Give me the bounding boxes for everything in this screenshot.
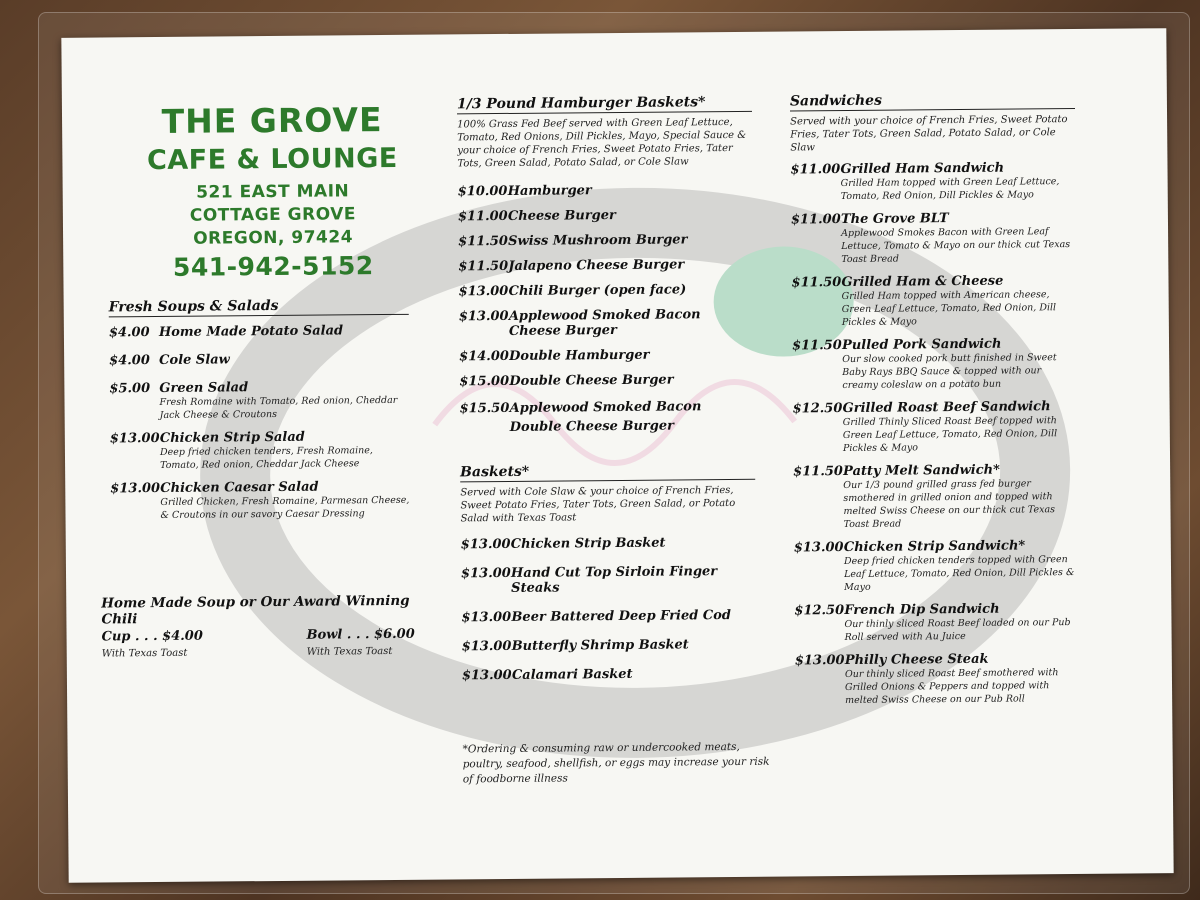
item-description: Our 1/3 pound grilled grass fed burger smothered in grilled onion and topped with melted Swiss Cheese on our thick cut Texas Toast Bread bbox=[843, 478, 1056, 531]
menu-item bbox=[459, 372, 754, 390]
menu-item bbox=[461, 535, 756, 553]
item-name: Chili Burger (open face) bbox=[508, 282, 687, 299]
cup-price: Cup . . . $4.00 bbox=[101, 628, 203, 645]
menu-item bbox=[790, 160, 1075, 203]
item-price: $13.00 bbox=[110, 480, 161, 497]
item-price: $4.00 bbox=[108, 325, 150, 341]
section-description: Served with Cole Slaw & your choice of French Fries, Sweet Potato Fries, Tater Tots, Green Salad, or Potato Salad with Texas Toast bbox=[460, 484, 736, 525]
section-title: Sandwiches bbox=[790, 91, 1075, 111]
item-name: Chicken Strip Basket bbox=[510, 535, 666, 552]
item-name: Jalapeno Cheese Burger bbox=[508, 257, 685, 274]
item-price: $13.00 bbox=[458, 283, 509, 300]
menu-item bbox=[110, 479, 410, 523]
item-name: Green Salad bbox=[159, 380, 249, 396]
menu-item bbox=[459, 282, 754, 300]
item-price: $13.00 bbox=[794, 653, 845, 669]
item-description: Applewood Smokes Bacon with Green Leaf Lettuce, Tomato & Mayo on our thick cut Texas Toast Bread bbox=[841, 226, 1071, 266]
item-name: Beer Battered Deep Fried Cod bbox=[511, 608, 732, 625]
menu-item bbox=[109, 323, 409, 341]
address-state: OREGON, 97424 bbox=[193, 227, 354, 249]
section-description: Served with your choice of French Fries, Sweet Potato Fries, Tater Tots, Green Salad, Potato Salad, or Cole Slaw bbox=[790, 114, 1068, 154]
item-description: Grilled Ham topped with American cheese, Green Leaf Lettuce, Tomato, Red Onion, Dill Pickles & Mayo bbox=[841, 289, 1057, 329]
item-price: $12.50 bbox=[794, 603, 845, 619]
section-title: Baskets* bbox=[460, 462, 755, 483]
menu-item bbox=[110, 429, 410, 473]
item-price: $13.00 bbox=[461, 609, 512, 626]
menu-item bbox=[793, 399, 1078, 455]
item-name: Applewood Smoked Bacon Double Cheese Burger bbox=[509, 399, 702, 435]
item-name: Home Made Potato Salad bbox=[158, 323, 344, 340]
item-price: $11.50 bbox=[458, 233, 508, 250]
section-title: 1/3 Pound Hamburger Baskets* bbox=[457, 94, 752, 115]
item-name: Philly Cheese Steak bbox=[844, 651, 989, 669]
phone-number: 541-942-5152 bbox=[172, 251, 374, 282]
item-name: French Dip Sandwich bbox=[844, 601, 1000, 619]
item-name: Cheese Burger bbox=[507, 208, 616, 224]
item-price: $11.50 bbox=[458, 258, 509, 275]
item-price: $13.00 bbox=[793, 540, 844, 556]
item-price: $5.00 bbox=[109, 381, 151, 397]
item-price: $15.00 bbox=[459, 373, 510, 390]
menu-item bbox=[462, 637, 757, 655]
section-title: Fresh Soups & Salads bbox=[109, 297, 409, 318]
item-description: Grilled Thinly Sliced Roast Beef topped with Green Leaf Lettuce, Tomato, Red Onion, Dill Pickles & Mayo bbox=[842, 415, 1058, 455]
item-name: Grilled Ham Sandwich bbox=[840, 160, 1005, 178]
item-description: Fresh Romaine with Tomato, Red onion, Cheddar Jack Cheese & Croutons bbox=[159, 394, 398, 421]
address-city: COTTAGE GROVE bbox=[189, 204, 357, 226]
item-name: Double Cheese Burger bbox=[509, 372, 674, 389]
menu-sheet bbox=[61, 28, 1173, 883]
item-name: Butterfly Shrimp Basket bbox=[511, 637, 689, 654]
menu-item bbox=[794, 538, 1079, 594]
menu-item bbox=[792, 336, 1077, 392]
menu-item bbox=[459, 307, 754, 340]
menu-item bbox=[109, 379, 409, 423]
item-description: Grilled Ham topped with Green Leaf Lettuce, Tomato, Red Onion, Dill Pickles & Mayo bbox=[840, 176, 1060, 203]
menu-item bbox=[794, 601, 1079, 644]
item-name: Applewood Smoked Bacon Cheese Burger bbox=[508, 307, 701, 339]
menu-item bbox=[791, 273, 1076, 329]
item-price: $13.00 bbox=[460, 536, 511, 553]
item-price: $11.50 bbox=[793, 464, 843, 480]
chili-title: Home Made Soup or Our Award Winning Chili bbox=[101, 592, 410, 628]
baskets-section bbox=[460, 462, 757, 698]
menu-item bbox=[461, 564, 756, 597]
item-name: Double Hamburger bbox=[509, 347, 650, 364]
soup-chili-section bbox=[101, 593, 422, 664]
section-description: 100% Grass Fed Beef served with Green Leaf Lettuce, Tomato, Red Onions, Dill Pickles, Mayo, Special Sauce & your choice of French Fries, Sweet Potato Fries, Tater Tots, Green Salad, Potato Salad, or Cole Slaw bbox=[457, 116, 747, 170]
burgers-section bbox=[457, 94, 755, 448]
item-price: $11.00 bbox=[790, 212, 841, 228]
item-price: $11.00 bbox=[790, 162, 841, 178]
item-name: Hamburger bbox=[507, 183, 592, 199]
item-description: Deep fried chicken tenders topped with Green Leaf Lettuce, Tomato, Red Onion, Dill Pickles & Mayo bbox=[843, 554, 1075, 594]
bowl-price: Bowl . . . $6.00 bbox=[306, 626, 415, 643]
cup-note: With Texas Toast bbox=[101, 647, 188, 660]
restaurant-header bbox=[122, 100, 424, 283]
item-name: Grilled Ham & Cheese bbox=[841, 273, 1004, 291]
item-description: Grilled Chicken, Fresh Romaine, Parmesan Cheese, & Croutons in our savory Caesar Dressing bbox=[160, 494, 410, 521]
menu-item bbox=[458, 207, 753, 225]
soups-salads-section bbox=[109, 297, 411, 532]
item-price: $13.00 bbox=[461, 667, 512, 684]
item-description: Our slow cooked pork butt finished in Sweet Baby Rays BBQ Sauce & topped with our creamy coleslaw on a potato bun bbox=[842, 352, 1057, 392]
menu-item bbox=[458, 232, 753, 250]
food-safety-footnote: *Ordering & consuming raw or undercooked meats, poultry, seafood, shellfish, or eggs may increase your risk of foodborne illness bbox=[462, 740, 770, 786]
item-name: Patty Melt Sandwich* bbox=[843, 462, 1000, 480]
menu-item bbox=[460, 397, 755, 438]
item-description: Our thinly sliced Roast Beef loaded on our Pub Roll served with Au Juice bbox=[844, 617, 1071, 644]
item-name: Swiss Mushroom Burger bbox=[508, 232, 688, 249]
item-name: Chicken Strip Sandwich* bbox=[843, 538, 1026, 556]
item-name: Chicken Strip Salad bbox=[159, 429, 305, 446]
item-name: Grilled Roast Beef Sandwich bbox=[842, 399, 1051, 417]
item-price: $12.50 bbox=[792, 401, 843, 417]
menu-item bbox=[795, 651, 1080, 707]
menu-item bbox=[458, 182, 753, 200]
item-price: $4.00 bbox=[109, 353, 150, 369]
item-price: $13.00 bbox=[461, 638, 512, 655]
item-description: Deep fried chicken tenders, Fresh Romaine, Tomato, Red onion, Cheddar Jack Cheese bbox=[159, 445, 373, 471]
item-name: Hand Cut Top Sirloin Finger Steaks bbox=[510, 564, 718, 596]
menu-item bbox=[791, 210, 1076, 266]
item-price: $15.50 bbox=[459, 400, 510, 417]
item-price: $13.00 bbox=[458, 308, 509, 325]
restaurant-name: THE GROVE bbox=[161, 100, 383, 141]
item-description: Our thinly sliced Roast Beef smothered with Grilled Onions & Peppers and topped with melted Swiss Cheese on our Pub Roll bbox=[844, 667, 1059, 707]
item-price: $11.50 bbox=[791, 275, 842, 291]
item-name: The Grove BLT bbox=[840, 211, 949, 228]
bowl-note: With Texas Toast bbox=[306, 645, 393, 658]
item-name: Calamari Basket bbox=[511, 666, 633, 683]
menu-item bbox=[461, 608, 756, 626]
item-price: $14.00 bbox=[459, 348, 509, 365]
item-price: $13.00 bbox=[109, 430, 160, 447]
item-price: $13.00 bbox=[460, 565, 511, 582]
sandwiches-section bbox=[790, 91, 1080, 716]
menu-item bbox=[793, 462, 1079, 531]
item-price: $10.00 bbox=[457, 183, 508, 200]
menu-item bbox=[109, 351, 409, 369]
restaurant-subtitle: CAFE & LOUNGE bbox=[146, 142, 398, 177]
menu-item bbox=[458, 257, 753, 275]
item-name: Cole Slaw bbox=[159, 352, 230, 368]
item-name: Chicken Caesar Salad bbox=[160, 479, 319, 496]
menu-item bbox=[459, 347, 754, 365]
item-name: Pulled Pork Sandwich bbox=[841, 336, 1002, 354]
item-price: $11.50 bbox=[791, 338, 842, 354]
menu-item bbox=[462, 666, 757, 684]
item-price: $11.00 bbox=[457, 208, 508, 225]
address-street: 521 EAST MAIN bbox=[196, 181, 350, 203]
